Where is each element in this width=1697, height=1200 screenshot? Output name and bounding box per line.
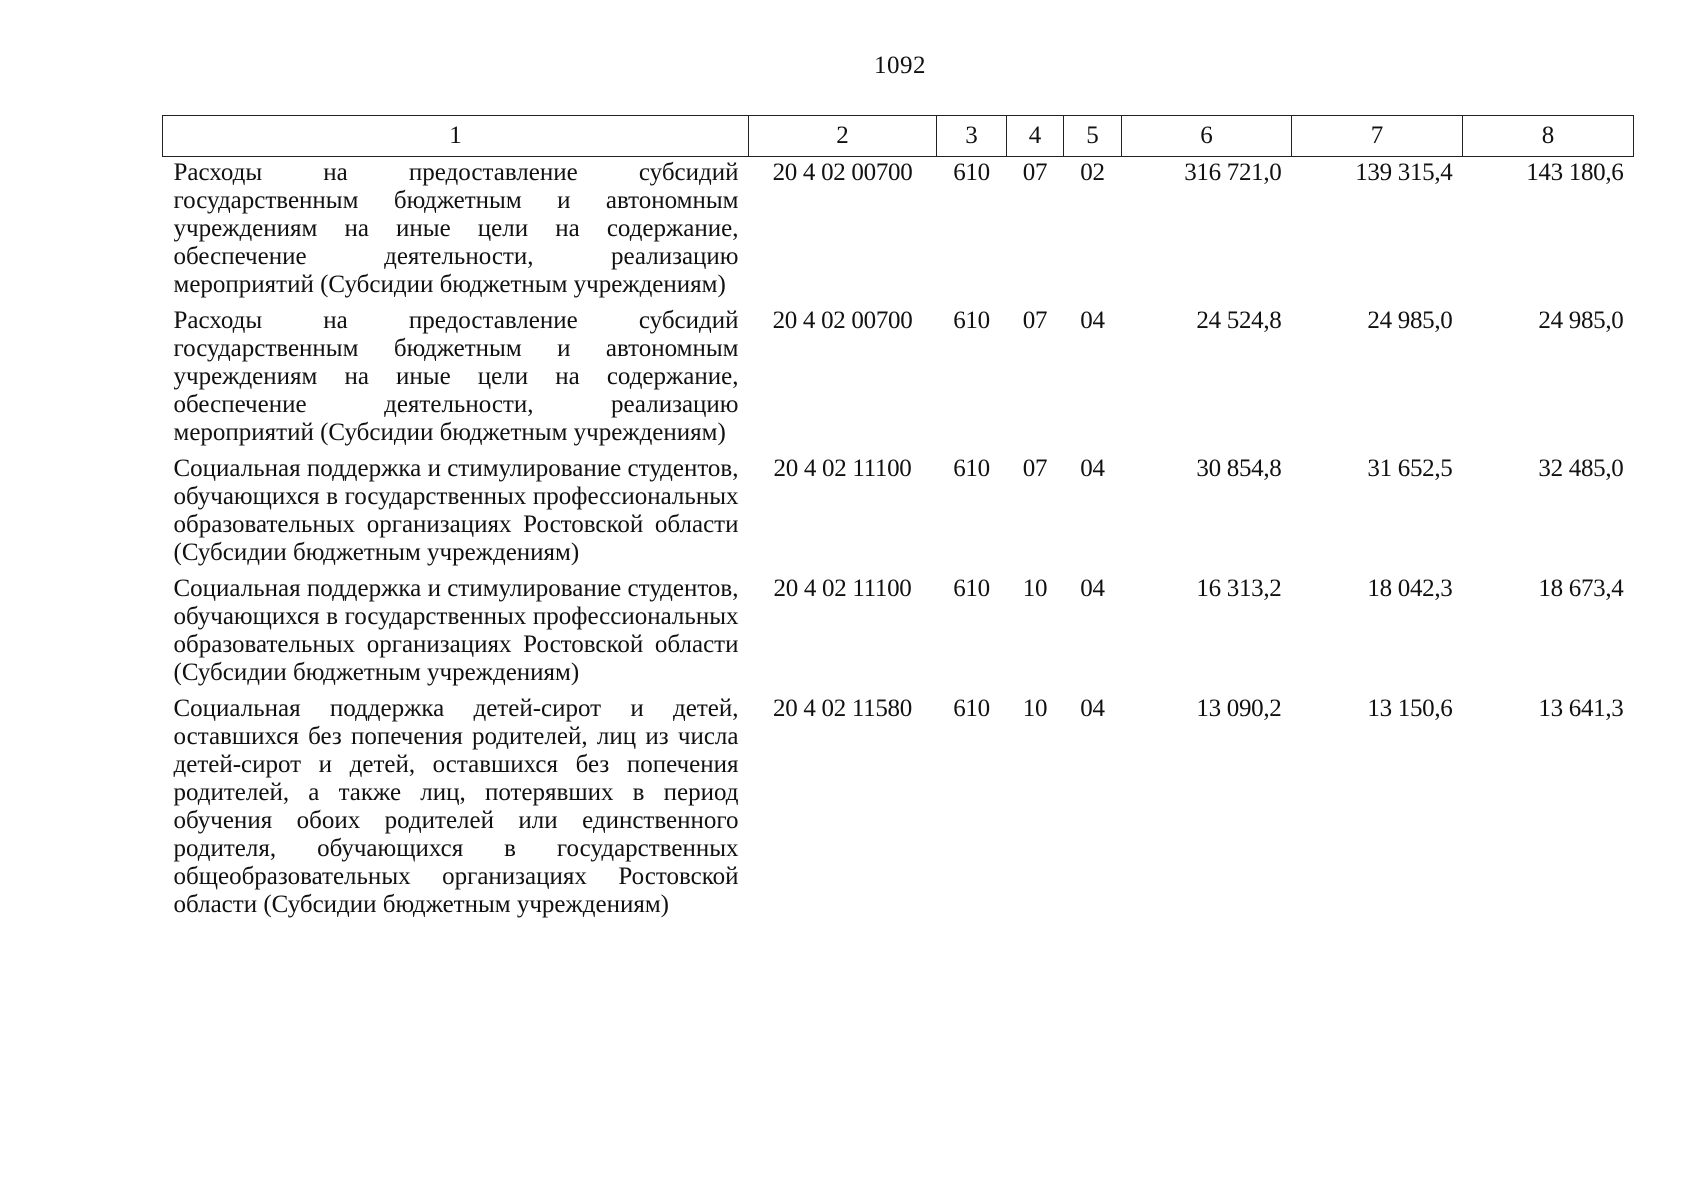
amount-col-7: 13 150,6 xyxy=(1367,695,1453,722)
expense-type-code: 610 xyxy=(953,159,990,186)
subsection-code: 04 xyxy=(1080,695,1105,722)
amount-col-7: 139 315,4 xyxy=(1355,159,1453,186)
amount-col-7: 24 985,0 xyxy=(1367,307,1453,334)
page-number: 1092 xyxy=(874,52,926,79)
amount-col-8: 13 641,3 xyxy=(1538,695,1624,722)
amount-col-6: 16 313,2 xyxy=(1196,575,1282,602)
section-code: 10 xyxy=(1022,575,1048,602)
amount-col-8: 24 985,0 xyxy=(1538,307,1624,334)
section-code: 07 xyxy=(1022,307,1048,334)
target-article-code: 20 4 02 00700 xyxy=(772,159,913,186)
table-row xyxy=(163,455,1634,575)
column-header-7: 7 xyxy=(1292,116,1463,157)
table-row xyxy=(163,307,1634,455)
target-article-code: 20 4 02 11580 xyxy=(773,695,912,722)
expense-type-code: 610 xyxy=(953,695,990,722)
row-description: Социальная поддержка детей-сирот и детей, оставшихся без попечения родителей, лиц из числа детей-сирот и детей, оставшихся без попечения родителей, а также лиц, потерявших в период обучения обоих родителей или единственного родителя, обучающихся в государственных общеобразовательных организациях Ростовской области (Субсидии бюджетным учреждениям) xyxy=(173,695,739,918)
target-article-code: 20 4 02 11100 xyxy=(773,575,912,602)
target-article-code: 20 4 02 11100 xyxy=(773,455,912,482)
column-header-2: 2 xyxy=(749,116,937,157)
column-header-3: 3 xyxy=(937,116,1007,157)
row-description: Социальная поддержка и стимулирование студентов, обучающихся в государственных профессиональных образовательных организациях Ростовской области (Субсидии бюджетным учреждениям) xyxy=(173,575,739,686)
target-article-code: 20 4 02 00700 xyxy=(772,307,913,334)
expense-type-code: 610 xyxy=(953,575,990,602)
row-description: Расходы на предоставление субсидий государственным бюджетным и автономным учреждениям на иные цели на содержание, обеспечение деятельности, реализацию мероприятий (Субсидии бюджетным учреждениям) xyxy=(173,159,739,298)
amount-col-8: 32 485,0 xyxy=(1538,455,1624,482)
section-code: 07 xyxy=(1022,159,1048,186)
column-header-5: 5 xyxy=(1064,116,1122,157)
row-description: Социальная поддержка и стимулирование студентов, обучающихся в государственных профессиональных образовательных организациях Ростовской области (Субсидии бюджетным учреждениям) xyxy=(173,455,739,566)
table-row xyxy=(163,695,1634,927)
column-header-8: 8 xyxy=(1463,116,1634,157)
column-header-4: 4 xyxy=(1007,116,1064,157)
table-row xyxy=(163,157,1634,308)
section-code: 10 xyxy=(1022,695,1048,722)
subsection-code: 04 xyxy=(1080,455,1105,482)
amount-col-7: 31 652,5 xyxy=(1367,455,1453,482)
amount-col-6: 13 090,2 xyxy=(1196,695,1282,722)
amount-col-6: 316 721,0 xyxy=(1184,159,1282,186)
expense-type-code: 610 xyxy=(953,455,990,482)
header-row xyxy=(163,116,1634,157)
subsection-code: 02 xyxy=(1080,159,1105,186)
amount-col-8: 143 180,6 xyxy=(1526,159,1624,186)
amount-col-6: 24 524,8 xyxy=(1196,307,1282,334)
table-row xyxy=(163,575,1634,695)
subsection-code: 04 xyxy=(1080,307,1105,334)
column-header-1: 1 xyxy=(163,116,749,157)
amount-col-7: 18 042,3 xyxy=(1367,575,1453,602)
column-header-6: 6 xyxy=(1122,116,1292,157)
subsection-code: 04 xyxy=(1080,575,1105,602)
budget-table xyxy=(162,115,1634,927)
section-code: 07 xyxy=(1022,455,1048,482)
amount-col-8: 18 673,4 xyxy=(1538,575,1624,602)
row-description: Расходы на предоставление субсидий государственным бюджетным и автономным учреждениям на иные цели на содержание, обеспечение деятельности, реализацию мероприятий (Субсидии бюджетным учреждениям) xyxy=(173,307,739,446)
expense-type-code: 610 xyxy=(953,307,990,334)
amount-col-6: 30 854,8 xyxy=(1196,455,1282,482)
